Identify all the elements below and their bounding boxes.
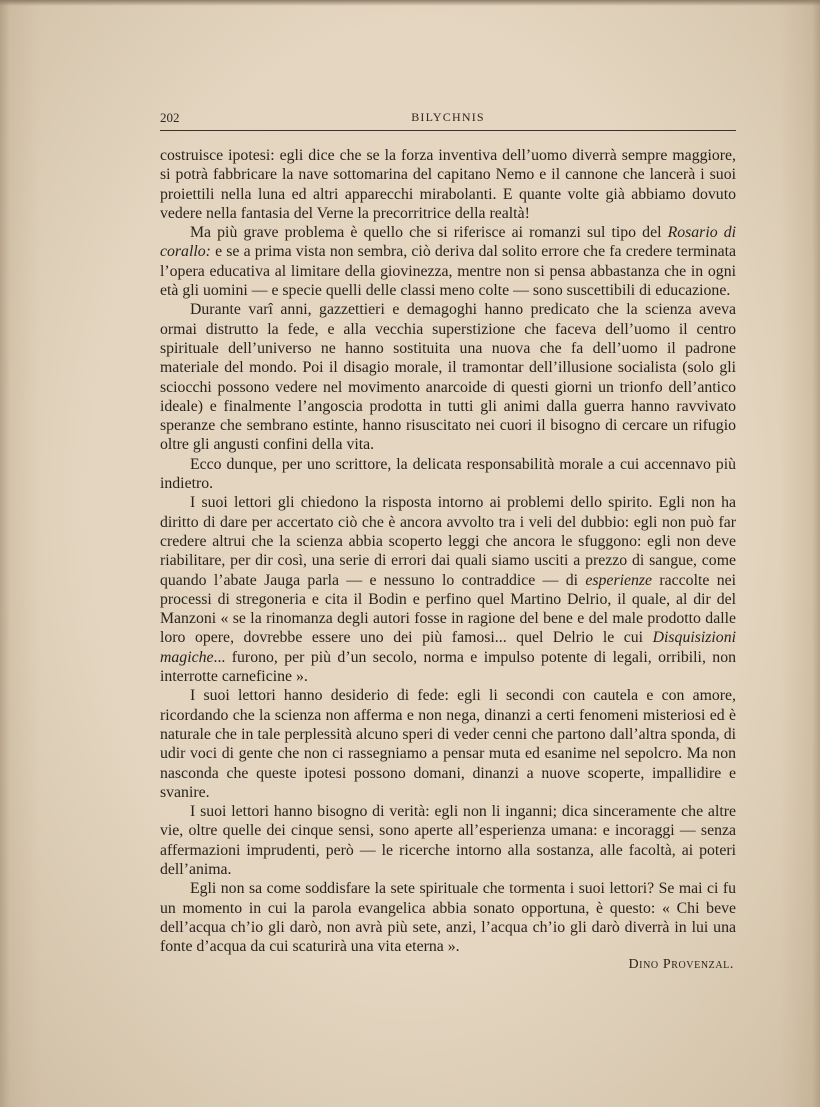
- article-body: [160, 146, 736, 956]
- paragraph-text: I suoi lettori gli chiedono la risposta intorno ai problemi dello spirito. Egli non ha diritto di dare per accertato ciò che è ancora avvolto tra i veli del dubbio: egli non può far credere altrui che la scienza abbia scoperto leggi che ancora le sfuggono: egli non deve riabilitare, per dir così, una serie di errori dai quali siamo usciti a prezzo di sangue, come quando l’abate Jauga parla — e nessuno lo contraddice — di: [160, 494, 736, 589]
- page-top-edge: [0, 0, 820, 6]
- paragraph: [160, 223, 736, 300]
- paragraph-text: Ma più grave problema è quello che si riferisce ai romanzi sul tipo del: [190, 224, 668, 242]
- paragraph-text: Egli non sa come soddisfare la sete spirituale che tormenta i suoi lettori? Se mai ci fu un momento in cui la parola evangelica abbia sonato opportuna, è questo: « Chi beve dell’acqua ch’io gli darò, non avrà più sete, anzi, l’acqua ch’io gli darò diverrà in lui una fonte d’acqua da cui scaturirà una vita eterna ».: [160, 880, 736, 956]
- paragraph-text: I suoi lettori hanno desiderio di fede: egli li secondi con cautela e con amore, ricordando che la scienza non afferma e non nega, dinanzi a certi fenomeni misteriosi ed è naturale che in tale perplessità alcuno speri di veder cenni che partono dall’altra sponda, di udir voci di gente che non ci rassegniamo a pensar muta ed esanime nel sepolcro. Ma non nasconda che queste ipotesi possono domani, dinanzi a nuove scoperte, impallidire e svanire.: [160, 687, 736, 801]
- paragraph: [160, 455, 736, 494]
- page-number: 202: [160, 110, 180, 125]
- paragraph-text: ... furono, per più d’un secolo, norma e impulso potente di legali, orribili, non interrotte carneficine ».: [160, 648, 736, 686]
- paragraph-text: Ecco dunque, per uno scrittore, la delicata responsabilità morale a cui accennavo più indietro.: [160, 455, 736, 493]
- italic-title: Disquisizioni magiche: [160, 629, 736, 666]
- paragraph-text: costruisce ipotesi: egli dice che se la forza inventiva dell’uomo diverrà sempre maggiore, si potrà fabbricare la nave sottomarina del capitano Nemo e il cannone che lancerà i suoi proiettili nella luna ed altri apparecchi mirabolanti. E quante volte già abbiamo dovuto vedere nella fantasia del Verne la precorritrice della realtà!: [160, 147, 736, 222]
- running-title: BILYCHNIS: [411, 110, 485, 124]
- paragraph: [160, 802, 736, 879]
- author-signature: Dino Provenzal.: [628, 957, 734, 972]
- paragraph: [160, 879, 736, 956]
- paragraph: [160, 686, 736, 802]
- paragraph: [160, 146, 736, 223]
- paragraph-text: e se a prima vista non sembra, ciò deriva dal solito errore che fa credere terminata l’opera educativa al limitare della giovinezza, mentre non si pensa abbastanza che in ogni età gli uomini — e specie quelli delle classi meno colte — sono suscettibili di educazione.: [160, 243, 736, 300]
- paragraph-text: Durante varî anni, gazzettieri e demagoghi hanno predicato che la scienza aveva ormai distrutto la fede, e alla vecchia superstizione che faceva dell’uomo il centro spirituale dell’universo ne hanno sostituita una nuova che fa dell’uomo il padrone materiale del mondo. Poi il disagio morale, il tramontar dell’illusione socialista (solo gli sciocchi possono vedere nel movimento anarcoide di questi giorni un trionfo dell’antico ideale) e finalmente l’angoscia prodotta in tutti gli animi dalla guerra hanno ravvivato speranze che sembrano estinte, hanno risuscitato nei cuori il bisogno di cercare un rifugio oltre gli angusti confini della vita.: [160, 301, 736, 454]
- paragraph-text: raccolte nei processi di stregoneria e cita il Bodin e perfino quel Martino Delrio, il quale, al dir del Manzoni « se la rinomanza degli autori fosse in ragione del bene e del male prodotto dalle loro opere, dovrebbe essere uno dei più famosi... quel Delrio le cui: [160, 571, 736, 647]
- italic-title: esperienze: [585, 571, 653, 589]
- paragraph: [160, 493, 736, 686]
- italic-title: Rosario di corallo:: [160, 224, 736, 261]
- header-rule: [160, 130, 736, 131]
- paragraph-text: I suoi lettori hanno bisogno di verità: egli non li inganni; dica sinceramente che altre vie, oltre quelle dei cinque sensi, sono aperte all’esperienza umana: e incoraggi — senza affermazioni imprudenti, però — le ricerche intorno alla sostanza, alle facoltà, ai poteri dell’anima.: [160, 803, 736, 878]
- paragraph: [160, 300, 736, 454]
- page-header: [160, 110, 736, 128]
